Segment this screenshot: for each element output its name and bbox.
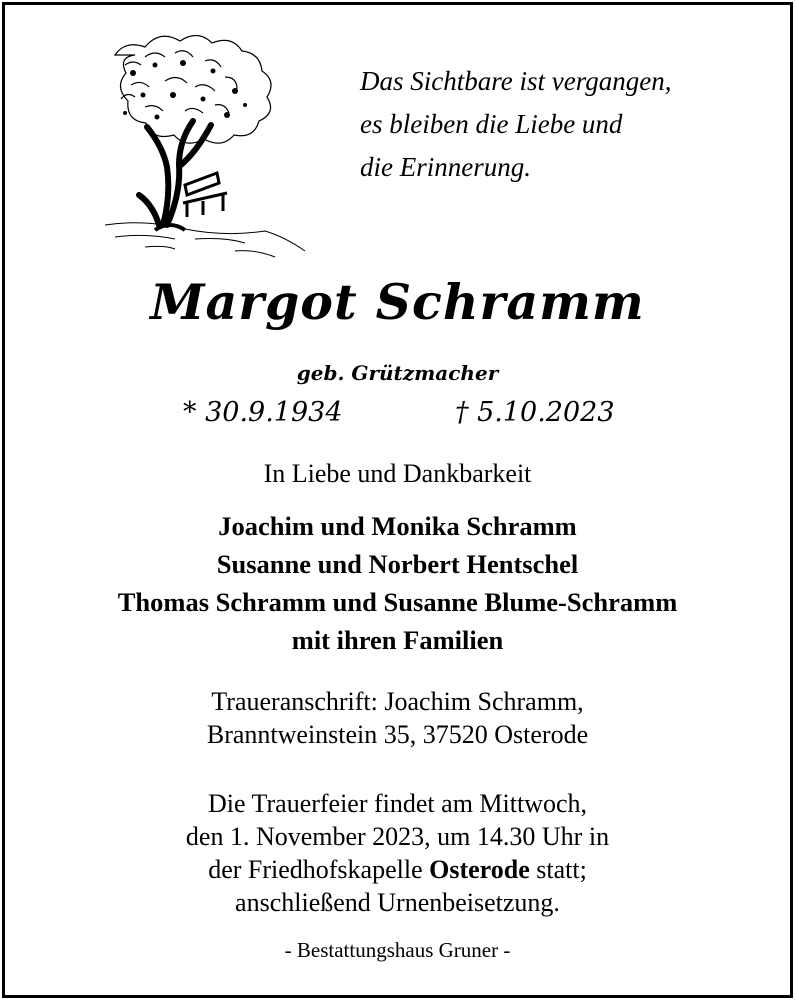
tree-with-bench-illustration [85,25,315,265]
quote-line: Das Sichtbare ist vergangen, [360,66,672,96]
service-location: Osterode [429,855,530,884]
mourner-line: Joachim und Monika Schramm [218,511,577,541]
deceased-name: Margot Schramm [150,273,645,331]
mourner-line: Thomas Schramm und Susanne Blume-Schramm [117,587,678,617]
service-line: Die Trauerfeier findet am Mittwoch, [207,789,588,818]
service-info [5,787,790,919]
maiden-name: geb. Grützmacher [296,361,499,385]
mourners-list [5,507,790,659]
service-location-post: statt; [529,855,587,884]
funeral-home: - Bestattungshaus Gruner - [284,938,511,962]
mourner-line: mit ihren Familien [291,625,504,655]
mourning-address [5,685,790,751]
quote [360,60,780,189]
quote-line: es bleiben die Liebe und [360,109,623,139]
obituary-notice [2,2,793,998]
service-line [5,853,790,886]
service-line: den 1. November 2023, um 14.30 Uhr in [185,822,610,851]
address-line: Branntweinstein 35, 37520 Osterode [206,720,589,749]
address-line: Traueranschrift: Joachim Schramm, [211,687,584,716]
intro-text: In Liebe und Dankbarkeit [263,459,532,488]
service-line: anschließend Urnenbeisetzung. [235,888,560,917]
birth-date: * 30.9.1934 [183,397,343,428]
death-date: † 5.10.2023 [455,397,615,428]
service-location-pre: der Friedhofskapelle [208,855,430,884]
mourner-line: Susanne und Norbert Hentschel [216,549,579,579]
life-dates [5,397,790,433]
quote-line: die Erinnerung. [360,152,531,182]
